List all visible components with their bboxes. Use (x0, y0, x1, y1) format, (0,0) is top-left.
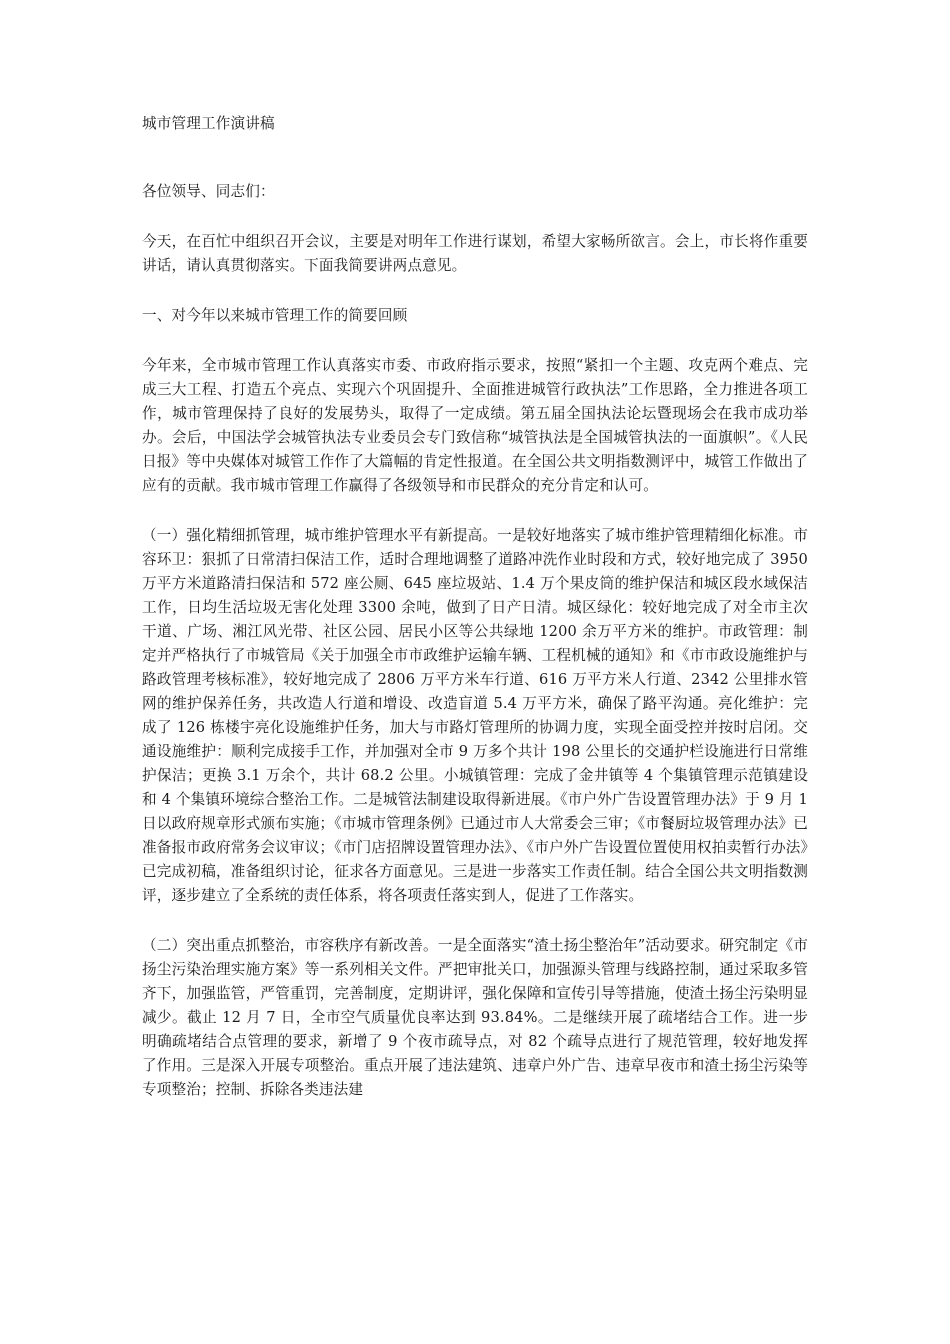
rectification-paragraph: （二）突出重点抓整治，市容秩序有新改善。一是全面落实“渣土扬尘整治年”活动要求。研究制定《市扬尘污染治理实施方案》等一系列相关文件。严把审批关口，加强源头管理与线路控制，通过采取多管齐下，加强监管，严管重罚，完善制度，定期讲评，强化保障和宣传引导等措施，使渣土扬尘污染明显减少。截止 12 月 7 日，全市空气质量优良率达到 93.84%。二是继续开展了疏堵结合工作。进一步明确疏堵结合点管理的要求，新增了 9 个夜市疏导点，对 82 个疏导点进行了规范管理，较好地发挥了作用。三是深入开展专项整治。重点开展了违法建筑、违章户外广告、违章早夜市和渣土扬尘污染等专项整治；控制、拆除各类违法建 (142, 937, 808, 1098)
review-paragraph: 今年来，全市城市管理工作认真落实市委、市政府指示要求，按照“紧扣一个主题、攻克两个难点、完成三大工程、打造五个亮点、实现六个巩固提升、全面推进城管行政执法”工作思路，全力推进各项工作，城市管理保持了良好的发展势头，取得了一定成绩。第五届全国执法论坛暨现场会在我市成功举办。会后，中国法学会城管执法专业委员会专门致信称“城管执法是全国城管执法的一面旗帜”。《人民日报》等中央媒体对城管工作作了大篇幅的肯定性报道。在全国公共文明指数测评中，城管工作做出了应有的贡献。我市城市管理工作赢得了各级领导和市民群众的充分肯定和认可。 (142, 357, 808, 494)
intro-paragraph: 今天，在百忙中组织召开会议，主要是对明年工作进行谋划，希望大家畅所欲言。会上，市长将作重要讲话，请认真贯彻落实。下面我简要讲两点意见。 (142, 233, 808, 274)
management-paragraph: （一）强化精细抓管理，城市维护管理水平有新提高。一是较好地落实了城市维护管理精细化标准。市容环卫：狠抓了日常清扫保洁工作，适时合理地调整了道路冲洗作业时段和方式，较好地完成了 3950 万平方米道路清扫保洁和 572 座公厕、645 座垃圾站、1.4 万个果皮筒的维护保洁和城区段水域保洁工作，日均生活垃圾无害化处理 3300 余吨，做到了日产日清。城区绿化：较好地完成了对全市主次干道、广场、湘江风光带、社区公园、居民小区等公共绿地 1200 余万平方米的维护。市政管理：制定并严格执行了市城管局《关于加强全市市政维护运输车辆、工程机械的通知》和《市市政设施维护与路政管理考核标准》，较好地完成了 2806 万平方米车行道、616 万平方米人行道、2342 公里排水管网的维护保养任务，共改造人行道和增设、改造盲道 5.4 万平方米，确保了路平沟通。亮化维护：完成了 126 栋楼宇亮化设施维护任务，加大与市路灯管理所的协调力度，实现全面受控并按时启闭。交通设施维护：顺利完成接手工作，并加强对全市 9 万多个共计 198 公里长的交通护栏设施进行日常维护保洁；更换 3.1 万余个，共计 68.2 公里。小城镇管理：完成了金井镇等 4 个集镇管理示范镇建设和 4 个集镇环境综合整治工作。二是城管法制建设取得新进展。《市户外广告设置管理办法》于 9 月 1 日以政府规章形式颁布实施；《市城市管理条例》已通过市人大常委会三审；《市餐厨垃圾管理办法》已准备报市政府常务会议审议；《市门店招牌设置管理办法》、《市户外广告设置位置使用权拍卖暂行办法》已完成初稿，准备组织讨论，征求各方面意见。三是进一步落实工作责任制。结合全国公共文明指数测评，逐步建立了全系统的责任体系，将各项责任落实到人，促进了工作落实。 (142, 527, 808, 904)
section-heading: 一、对今年以来城市管理工作的简要回顾 (142, 307, 408, 324)
document-page (142, 112, 808, 1102)
document-title: 城市管理工作演讲稿 (142, 115, 275, 132)
salutation: 各位领导、同志们： (142, 183, 275, 200)
